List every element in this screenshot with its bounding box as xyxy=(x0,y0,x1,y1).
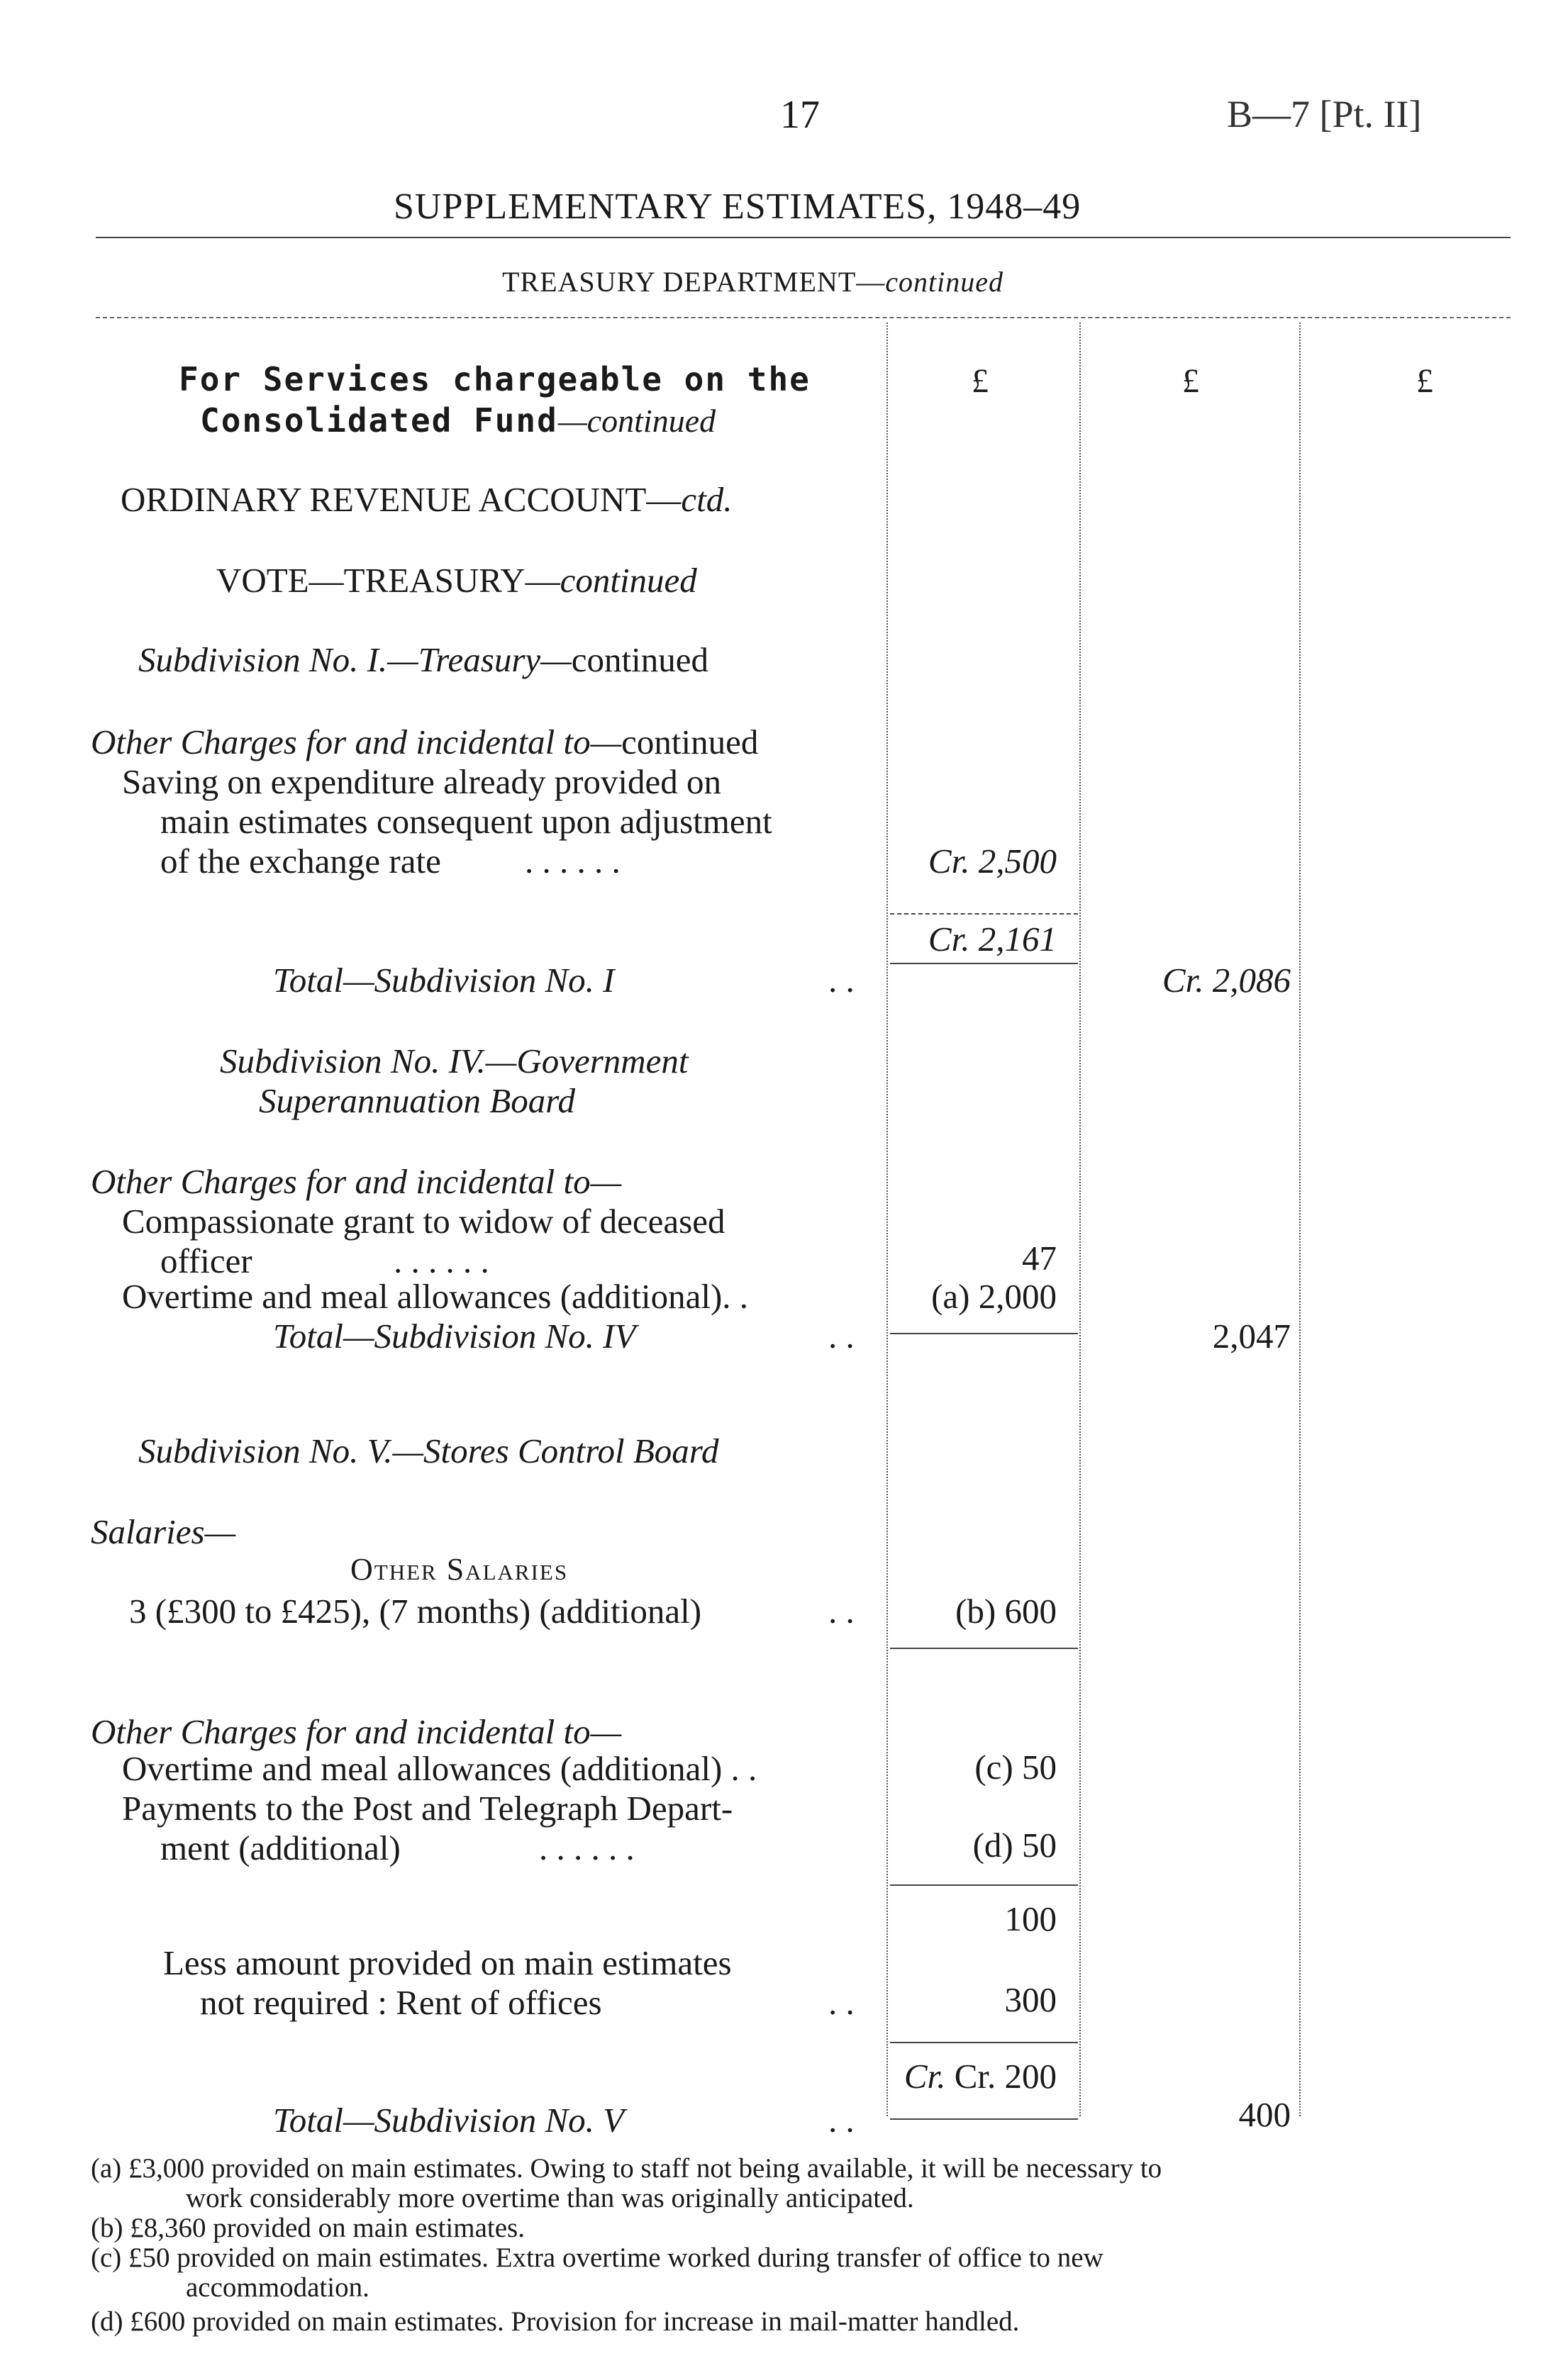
subdivision-4-heading-line2: Superannuation Board xyxy=(259,1081,575,1120)
payments-amount: (d) 50 xyxy=(972,1826,1057,1865)
total-1-dots: . . xyxy=(828,961,855,1000)
overtime-4-line: Overtime and meal allowances (additional). . xyxy=(122,1277,749,1316)
salaries-amount: (b) 600 xyxy=(955,1592,1057,1631)
overtime-5-amount: (c) 50 xyxy=(974,1748,1057,1787)
total-subdivision-4-amount: 2,047 xyxy=(1212,1317,1291,1356)
net-5-rule xyxy=(890,2042,1078,2043)
sum-5-amount: 100 xyxy=(1004,1899,1057,1938)
other-charges-4-heading: Other Charges for and incidental to— xyxy=(91,1162,622,1201)
department-heading: TREASURY DEPARTMENT—continued xyxy=(502,266,1003,298)
column-rule-2 xyxy=(1079,323,1081,2116)
saving-amount: Cr. 2,500 xyxy=(928,842,1057,881)
subtotal-rule-4 xyxy=(890,1333,1078,1334)
subdivision-1-heading: Subdivision No. I.—Treasury—continued xyxy=(138,640,708,679)
column-header-2: £ xyxy=(1182,362,1199,400)
subdivision-4-heading-line1: Subdivision No. IV.—Government xyxy=(220,1041,689,1080)
total-5-dots: . . xyxy=(828,2101,855,2140)
document-reference: B—7 [Pt. II] xyxy=(1227,93,1422,135)
compassionate-dots: . . . . . . xyxy=(394,1241,489,1280)
services-heading-line1: For Services chargeable on the xyxy=(179,360,811,398)
footnote-a-line2: work considerably more overtime than was originally anticipated. xyxy=(186,2183,914,2213)
saving-line-1: Saving on expenditure already provided on xyxy=(122,762,722,801)
footnote-d: (d) £600 provided on main estimates. Provision for increase in mail-matter handled. xyxy=(91,2306,1020,2337)
salaries-line: 3 (£300 to £425), (7 months) (additional) xyxy=(129,1592,702,1631)
salaries-heading: Salaries— xyxy=(91,1512,236,1551)
footnote-b: (b) £8,360 provided on main estimates. xyxy=(91,2213,525,2243)
page-title: SUPPLEMENTARY ESTIMATES, 1948–49 xyxy=(394,186,1082,227)
compassionate-line-2: officer xyxy=(160,1241,252,1280)
sum-5-rule xyxy=(890,1884,1078,1886)
net-5-amount: Cr. Cr. 200 xyxy=(903,2057,1057,2096)
payments-line-1: Payments to the Post and Telegraph Depart- xyxy=(122,1789,733,1828)
payments-line-2: ment (additional) xyxy=(160,1828,401,1867)
column-rule-3 xyxy=(1299,323,1301,2116)
subtotal-rule-2 xyxy=(890,963,1078,964)
less-line-1: Less amount provided on main estimates xyxy=(163,1943,732,1982)
total-4-dots: . . xyxy=(828,1317,855,1356)
salaries-dots: . . xyxy=(828,1592,855,1631)
other-charges-1-heading: Other Charges for and incidental to—continued xyxy=(91,722,759,761)
vote-heading: VOTE—TREASURY—continued xyxy=(216,561,697,600)
total-subdivision-5-amount: 400 xyxy=(1238,2095,1291,2134)
saving-leader-dots: . . . . . . xyxy=(525,842,621,881)
services-heading-line2: Consolidated Fund—continued xyxy=(200,401,716,440)
salaries-rule xyxy=(890,1648,1078,1649)
total-subdivision-1-amount: Cr. 2,086 xyxy=(1162,961,1291,1000)
other-salaries-heading: Other Salaries xyxy=(350,1552,569,1587)
total-subdivision-1-label: Total—Subdivision No. I xyxy=(273,961,615,1000)
footnote-c-line2: accommodation. xyxy=(186,2272,369,2303)
total-subdivision-4-label: Total—Subdivision No. IV xyxy=(273,1317,636,1356)
subdivision-1-subtotal: Cr. 2,161 xyxy=(928,920,1057,959)
account-heading: ORDINARY REVENUE ACCOUNT—ctd. xyxy=(121,480,733,519)
subtotal-rule-1 xyxy=(890,913,1078,915)
footnote-a-line1: (a) £3,000 provided on main estimates. Owing to staff not being available, it will be necessary to xyxy=(91,2153,1162,2184)
column-header-3: £ xyxy=(1416,362,1433,400)
saving-line-2: main estimates consequent upon adjustment xyxy=(160,802,772,841)
less-amount: 300 xyxy=(1004,1980,1057,2019)
saving-line-3: of the exchange rate xyxy=(160,842,441,881)
subtotal-rule-5 xyxy=(890,2118,1078,2120)
compassionate-line-1: Compassionate grant to widow of deceased xyxy=(122,1202,725,1241)
compassionate-amount: 47 xyxy=(1022,1239,1057,1278)
less-line-2: not required : Rent of offices xyxy=(200,1983,602,2022)
header-rule xyxy=(96,317,1511,318)
footnote-c-line1: (c) £50 provided on main estimates. Extra overtime worked during transfer of office to new xyxy=(91,2242,1103,2273)
payments-dots: . . . . . . xyxy=(539,1828,635,1867)
overtime-5-line: Overtime and meal allowances (additional) . . xyxy=(122,1749,757,1788)
overtime-4-amount: (a) 2,000 xyxy=(931,1277,1057,1316)
total-subdivision-5-label: Total—Subdivision No. V xyxy=(273,2101,625,2140)
less-dots: . . xyxy=(828,1983,855,2022)
other-charges-5-heading: Other Charges for and incidental to— xyxy=(91,1712,622,1751)
subdivision-5-heading: Subdivision No. V.—Stores Control Board xyxy=(138,1431,719,1470)
page-number: 17 xyxy=(780,93,820,137)
column-header-1: £ xyxy=(972,362,989,400)
title-rule xyxy=(96,237,1511,238)
